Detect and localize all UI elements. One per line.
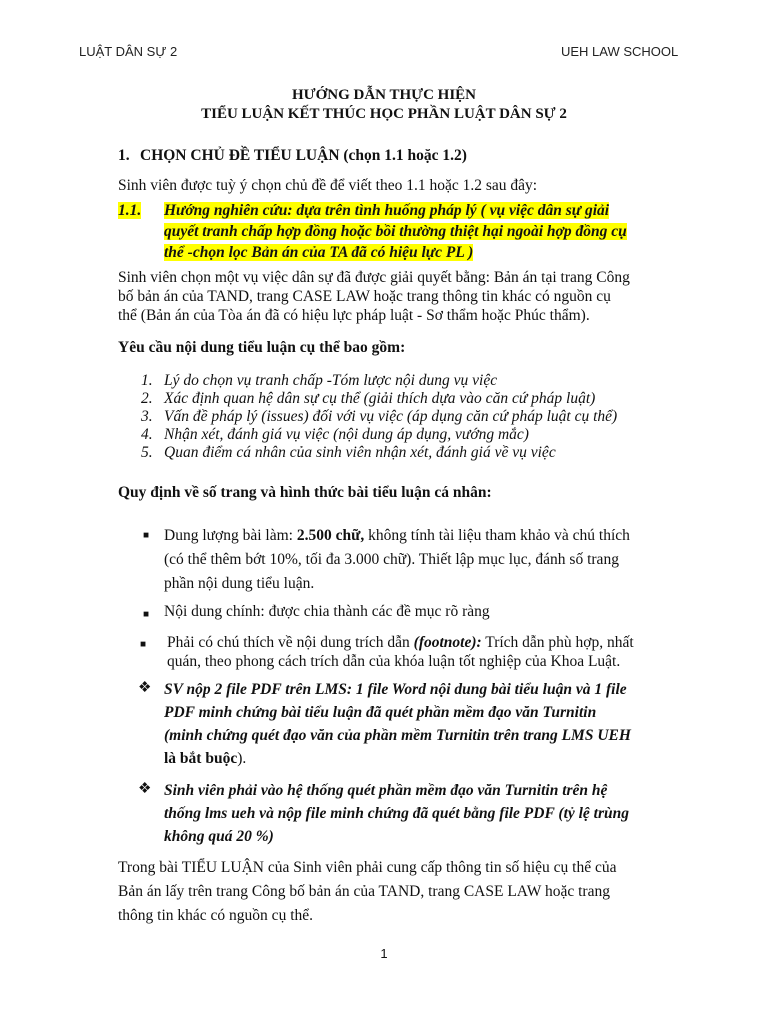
requirement-number: 1. [141,372,153,389]
section-1-intro: Sinh viên được tuỳ ý chọn chủ đề để viết theo 1.1 hoặc 1.2 sau đây: [118,177,538,194]
paragraph-1-line-3: thể (Bản án của Tòa án đã có hiệu lực pháp luật - Sơ thẩm hoặc Phúc thẩm). [118,307,590,324]
requirement-item: Lý do chọn vụ tranh chấp -Tóm lược nội dung vụ việc [164,372,498,389]
requirement-item: Quan điểm cá nhân của sinh viên nhận xét, đánh giá về vụ việc [164,444,556,461]
bullet-square-icon: ■ [143,609,150,620]
rule-bullet-1: Dung lượng bài làm: 2.500 chữ, không tính tài liệu tham khảo và chú thích (có thể thêm bớt 10%, tối đa 3.000 chữ). Thiết lập mục lục, đánh số trang phần nội dung tiểu luận. [164,527,630,592]
subsection-1-1-number: 1.1. [118,202,142,219]
requirement-number: 5. [141,444,153,461]
rules-heading: Quy định về số trang và hình thức bài tiểu luận cá nhân: [118,484,492,501]
paragraph-1-line-2: bố bản án của TAND, trang CASE LAW hoặc trang thông tin khác có nguồn cụ [118,288,611,305]
requirement-item: Vấn đề pháp lý (issues) đối với vụ việc (áp dụng căn cứ pháp luật cụ thể) [164,408,618,425]
requirement-item: Xác định quan hệ dân sự cụ thể (giải thích dựa vào căn cứ pháp luật) [164,390,596,407]
subsection-line-3: thể -chọn lọc Bản án của TA đã có hiệu lực PL ) [164,244,474,261]
rule-bullet-2: Nội dung chính: được chia thành các đề mục rõ ràng [164,603,490,620]
page-number: 1 [380,946,388,961]
paragraph-1 [118,268,652,325]
bullet-square-icon: ■ [143,530,150,541]
bullet-square-icon: ■ [140,639,147,650]
requirements-heading: Yêu cầu nội dung tiểu luận cụ thể bao gồm: [118,339,406,356]
requirement-number: 2. [141,390,153,407]
title-line-2: TIỂU LUẬN KẾT THÚC HỌC PHẦN LUẬT DÂN SỰ 2 [201,106,567,122]
requirement-number: 3. [141,408,153,425]
subsection-line-2: quyết tranh chấp hợp đồng hoặc bồi thường thiệt hại ngoài hợp đồng cụ [164,223,627,240]
rule-bullet-3: Phải có chú thích về nội dung trích dẫn (footnote): Trích dẫn phù hợp, nhất quán, theo phong cách trích dẫn của khóa luận tốt nghiệp của Khoa Luật. [167,634,634,670]
title-line-1: HƯỚNG DẪN THỰC HIỆN [291,87,477,103]
section-1-heading: CHỌN CHỦ ĐỀ TIỂU LUẬN (chọn 1.1 hoặc 1.2) [140,147,467,164]
requirement-number: 4. [141,426,153,443]
header-left: LUẬT DÂN SỰ 2 [79,44,178,59]
paragraph-2: Trong bài TIỂU LUẬN của Sinh viên phải cung cấp thông tin số hiệu cụ thể của Bản án lấy trên trang Công bố bản án của TAND, trang CASE LAW hoặc trang thông tin khác có nguồn cụ thể. [118,859,617,924]
section-1-number: 1. [118,147,130,164]
subsection-1-1-title [164,201,652,262]
diamond-note-1: SV nộp 2 file PDF trên LMS: 1 file Word nội dung bài tiểu luận và 1 file PDF minh chứng bài tiểu luận đã quét phần mềm đạo văn Turnitin (minh chứng quét đạo văn của phần mềm Turnitin trên trang LMS UEH là bắt buộc). [164,681,631,767]
diamond-note-2: Sinh viên phải vào hệ thống quét phần mềm đạo văn Turnitin trên hệ thống lms ueh và nộp file minh chứng đã quét bằng file PDF (tỷ lệ trùng không quá 20 %) [164,782,630,845]
requirement-item: Nhận xét, đánh giá vụ việc (nội dung áp dụng, vướng mắc) [164,426,529,443]
header-right: UEH LAW SCHOOL [561,44,679,59]
paragraph-1-line-1: Sinh viên chọn một vụ việc dân sự đã được giải quyết bằng: Bản án tại trang Công [118,269,630,286]
diamond-bullet-icon: ❖ [138,781,152,797]
diamond-bullet-icon: ❖ [138,680,152,696]
subsection-line-1: Hướng nghiên cứu: dựa trên tình huống pháp lý ( vụ việc dân sự giải [164,202,610,219]
